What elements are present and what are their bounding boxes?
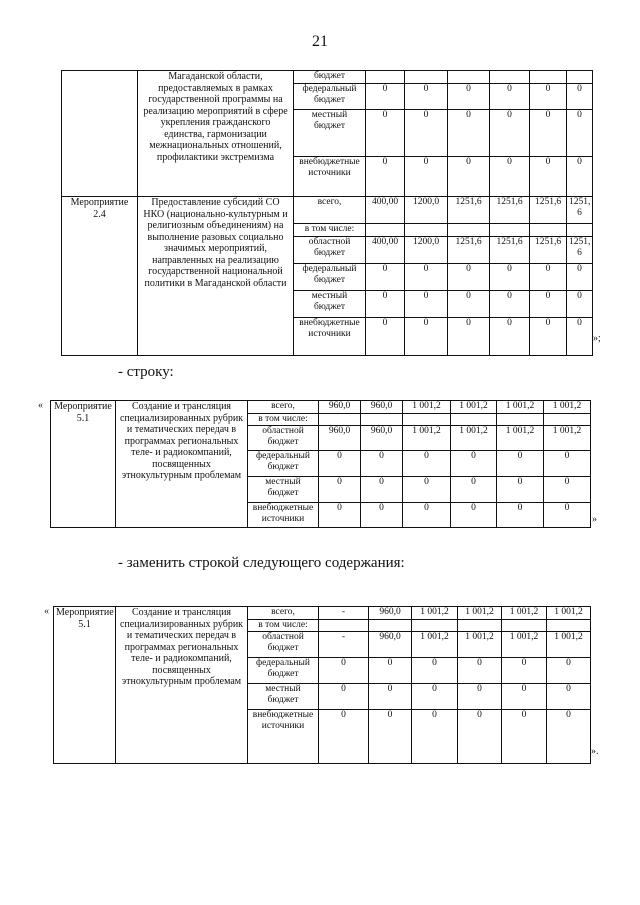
event-2-4 <box>62 197 593 356</box>
value-cell: 0 <box>497 477 544 503</box>
table-1 <box>61 70 593 356</box>
value-cell: 0 <box>369 658 412 684</box>
value-cell: 1 001,2 <box>403 401 451 414</box>
value-cell <box>567 224 593 237</box>
value-cell: 0 <box>547 710 591 764</box>
value-cell: 0 <box>547 684 591 710</box>
value-cell: 1 001,2 <box>403 426 451 451</box>
description-cell: Магаданской области, предоставляемых в рамках государственной программы на реализацию мероприятий в сфере укрепления гражданского единства, гармонизации межнациональных отношений, профилактики экстремизма <box>138 71 294 197</box>
value-cell: 0 <box>490 110 530 157</box>
value-cell: 0 <box>490 318 530 356</box>
caption-row: - строку: <box>118 364 174 380</box>
value-cell: 0 <box>490 264 530 291</box>
value-cell: 0 <box>567 110 593 157</box>
category-cell: федеральный бюджет <box>294 84 366 110</box>
category-cell: в том числе: <box>294 224 366 237</box>
category-cell: областной бюджет <box>294 237 366 264</box>
value-cell: 1251,6 <box>490 237 530 264</box>
table-2 <box>50 400 591 528</box>
value-cell <box>405 71 448 84</box>
value-cell <box>458 620 502 632</box>
value-cell: - <box>319 607 369 620</box>
opening-quote-mark: « <box>44 606 49 617</box>
value-cell <box>319 620 369 632</box>
value-cell: 960,0 <box>361 426 403 451</box>
code-cell-empty <box>62 71 138 197</box>
category-cell: внебюджетные источники <box>294 157 366 197</box>
value-cell: 0 <box>544 477 591 503</box>
value-cell: 1 001,2 <box>547 607 591 620</box>
page-number: 21 <box>312 33 328 50</box>
category-cell: федеральный бюджет <box>294 264 366 291</box>
value-cell: 960,0 <box>369 632 412 658</box>
value-cell: 0 <box>451 503 497 528</box>
value-cell: 0 <box>497 503 544 528</box>
value-cell: 0 <box>412 658 458 684</box>
value-cell <box>448 224 490 237</box>
value-cell: 1 001,2 <box>451 426 497 451</box>
category-cell: в том числе: <box>248 414 319 426</box>
value-cell <box>530 224 567 237</box>
value-cell: 0 <box>366 291 405 318</box>
value-cell: 0 <box>544 503 591 528</box>
table-3 <box>53 606 591 764</box>
value-cell <box>361 414 403 426</box>
category-cell: местный бюджет <box>294 110 366 157</box>
value-cell: 0 <box>448 84 490 110</box>
closing-quote-mark: » <box>592 514 597 525</box>
value-cell: 0 <box>448 318 490 356</box>
value-cell: 0 <box>319 658 369 684</box>
value-cell: 0 <box>448 157 490 197</box>
value-cell: 400,00 <box>366 197 405 224</box>
value-cell: 0 <box>530 318 567 356</box>
value-cell <box>403 414 451 426</box>
category-cell: местный бюджет <box>248 684 319 710</box>
value-cell <box>366 224 405 237</box>
value-cell: 0 <box>319 503 361 528</box>
value-cell: 1 001,2 <box>412 632 458 658</box>
value-cell: 0 <box>567 318 593 356</box>
value-cell: 960,0 <box>319 401 361 414</box>
value-cell: 0 <box>502 684 547 710</box>
value-cell <box>366 71 405 84</box>
value-cell: 1 001,2 <box>412 607 458 620</box>
value-cell: 0 <box>448 110 490 157</box>
value-cell: 0 <box>547 658 591 684</box>
value-cell: 0 <box>502 658 547 684</box>
value-cell: 0 <box>458 684 502 710</box>
value-cell <box>319 414 361 426</box>
value-cell <box>405 224 448 237</box>
value-cell: 0 <box>490 157 530 197</box>
value-cell: 0 <box>403 477 451 503</box>
value-cell: 1 001,2 <box>544 426 591 451</box>
value-cell: 0 <box>412 684 458 710</box>
value-cell: 0 <box>530 291 567 318</box>
category-cell: всего, <box>294 197 366 224</box>
value-cell: 0 <box>366 318 405 356</box>
value-cell <box>567 71 593 84</box>
value-cell: 1 001,2 <box>497 426 544 451</box>
value-cell: 1251, 6 <box>567 197 593 224</box>
value-cell: 0 <box>361 451 403 477</box>
category-cell: бюджет <box>294 71 366 84</box>
closing-quote-mark: »; <box>593 333 601 344</box>
event-code: Мероприятие 5.1 <box>51 401 116 528</box>
value-cell: 0 <box>458 658 502 684</box>
value-cell: 960,0 <box>319 426 361 451</box>
description-cell: Создание и трансляция специализированных рубрик и тематических передач в программах региональных теле- и радиокомпаний, посвященных этнокультурным проблемам <box>116 607 248 764</box>
value-cell: 0 <box>369 684 412 710</box>
value-cell <box>448 71 490 84</box>
category-cell: федеральный бюджет <box>248 658 319 684</box>
value-cell: 0 <box>369 710 412 764</box>
value-cell: 1 001,2 <box>502 607 547 620</box>
value-cell: 1 001,2 <box>458 607 502 620</box>
category-cell: всего, <box>248 401 319 414</box>
value-cell: 0 <box>451 451 497 477</box>
value-cell: 0 <box>366 110 405 157</box>
value-cell: 0 <box>451 477 497 503</box>
value-cell: 0 <box>405 318 448 356</box>
value-cell: 1251,6 <box>490 197 530 224</box>
value-cell: 1251,6 <box>530 237 567 264</box>
value-cell: 1251,6 <box>448 197 490 224</box>
value-cell: 960,0 <box>369 607 412 620</box>
value-cell: 0 <box>361 477 403 503</box>
value-cell: 0 <box>405 291 448 318</box>
value-cell <box>490 224 530 237</box>
value-cell: 0 <box>567 157 593 197</box>
value-cell: 0 <box>567 264 593 291</box>
value-cell: 0 <box>458 710 502 764</box>
value-cell: 1 001,2 <box>544 401 591 414</box>
value-cell: 0 <box>405 110 448 157</box>
value-cell: 0 <box>403 503 451 528</box>
value-cell: 1 001,2 <box>502 632 547 658</box>
value-cell: 1251,6 <box>530 197 567 224</box>
value-cell: 0 <box>530 84 567 110</box>
category-cell: федеральный бюджет <box>248 451 319 477</box>
value-cell: - <box>319 632 369 658</box>
event-code: Мероприятие 5.1 <box>54 607 116 764</box>
value-cell <box>451 414 497 426</box>
value-cell: 0 <box>319 477 361 503</box>
value-cell: 0 <box>366 157 405 197</box>
value-cell: 0 <box>405 84 448 110</box>
value-cell: 0 <box>502 710 547 764</box>
value-cell: 0 <box>361 503 403 528</box>
value-cell: 0 <box>366 264 405 291</box>
value-cell: 0 <box>490 291 530 318</box>
value-cell: 0 <box>567 291 593 318</box>
value-cell <box>502 620 547 632</box>
value-cell: 0 <box>530 110 567 157</box>
value-cell: 0 <box>567 84 593 110</box>
value-cell: 0 <box>405 157 448 197</box>
value-cell: 0 <box>403 451 451 477</box>
value-cell: 0 <box>448 264 490 291</box>
value-cell <box>544 414 591 426</box>
value-cell <box>547 620 591 632</box>
value-cell: 0 <box>497 451 544 477</box>
value-cell: 0 <box>530 157 567 197</box>
category-cell: всего, <box>248 607 319 620</box>
value-cell <box>530 71 567 84</box>
value-cell: 0 <box>448 291 490 318</box>
value-cell: 0 <box>366 84 405 110</box>
description-cell: Предоставление субсидий СО НКО (национально-культурным и религиозным объединениям) на выполнение разовых социально значимых мероприятий, направленных на реализацию государственной национальной политики в Магаданской области <box>138 197 294 356</box>
value-cell: 0 <box>319 710 369 764</box>
value-cell <box>412 620 458 632</box>
closing-quote-mark: ». <box>591 746 599 757</box>
caption-replace: - заменить строкой следующего содержания: <box>118 555 405 571</box>
category-cell: местный бюджет <box>294 291 366 318</box>
value-cell: 0 <box>405 264 448 291</box>
value-cell: 0 <box>530 264 567 291</box>
value-cell: 0 <box>490 84 530 110</box>
value-cell: 1 001,2 <box>458 632 502 658</box>
opening-quote-mark: « <box>38 400 43 411</box>
value-cell: 1251,6 <box>448 237 490 264</box>
category-cell: внебюджетные источники <box>248 503 319 528</box>
value-cell <box>497 414 544 426</box>
value-cell: 1251, 6 <box>567 237 593 264</box>
value-cell: 0 <box>319 684 369 710</box>
value-cell: 0 <box>544 451 591 477</box>
category-cell: внебюджетные источники <box>248 710 319 764</box>
category-cell: внебюджетные источники <box>294 318 366 356</box>
value-cell: 1200,0 <box>405 237 448 264</box>
category-cell: областной бюджет <box>248 426 319 451</box>
description-cell: Создание и трансляция специализированных рубрик и тематических передач в программах региональных теле- и радиокомпаний, посвященных этнокультурным проблемам <box>116 401 248 528</box>
category-cell: местный бюджет <box>248 477 319 503</box>
value-cell: 400,00 <box>366 237 405 264</box>
value-cell: 1200,0 <box>405 197 448 224</box>
value-cell: 960,0 <box>361 401 403 414</box>
category-cell: в том числе: <box>248 620 319 632</box>
value-cell: 1 001,2 <box>451 401 497 414</box>
event-code: Мероприятие 2.4 <box>62 197 138 356</box>
category-cell: областной бюджет <box>248 632 319 658</box>
value-cell: 0 <box>412 710 458 764</box>
value-cell: 1 001,2 <box>497 401 544 414</box>
value-cell <box>490 71 530 84</box>
value-cell: 0 <box>319 451 361 477</box>
value-cell: 1 001,2 <box>547 632 591 658</box>
value-cell <box>369 620 412 632</box>
